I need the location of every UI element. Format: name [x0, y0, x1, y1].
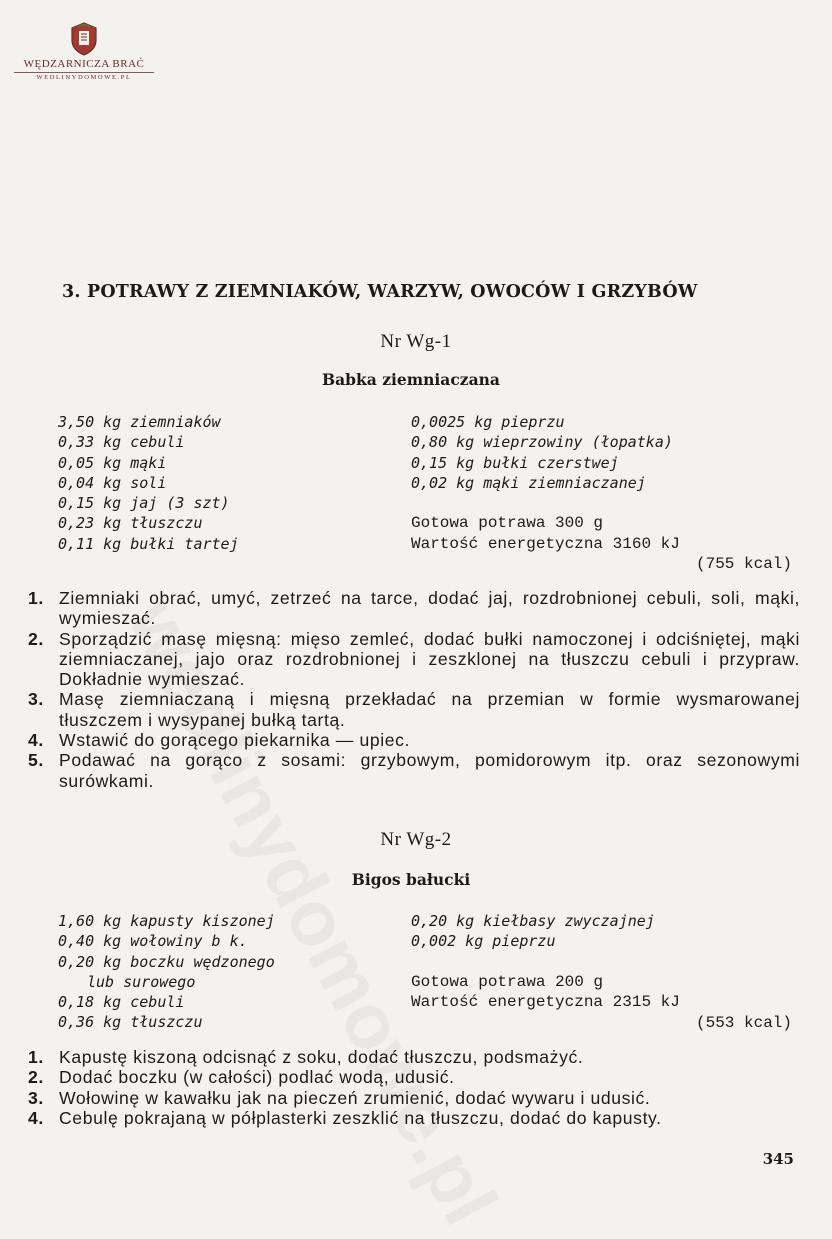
step-number: 4. — [28, 1107, 44, 1128]
step — [28, 629, 800, 690]
step — [28, 1088, 800, 1108]
step-text: Masę ziemniaczaną i mięsną przekładać na przemian w formie wysmarowanej tłuszczem i wysypanej bułką tartą. — [59, 689, 800, 730]
ingredients-right — [411, 412, 673, 493]
ingredient: lub surowego — [87, 972, 196, 991]
step-text: Dodać boczku (w całości) podlać wodą, udusić. — [59, 1067, 455, 1088]
step-number: 3. — [28, 689, 44, 710]
ingredient: 0,02 kg mąki ziemniaczanej — [411, 473, 646, 492]
chapter-title: 3. POTRAWY Z ZIEMNIAKÓW, WARZYW, OWOCÓW I GRZYBÓW — [62, 282, 698, 302]
ingredient: 0,11 kg bułki tartej — [58, 534, 239, 553]
ingredient: 3,50 kg ziemniaków — [58, 413, 221, 431]
ingredients-left — [58, 412, 239, 554]
step-text: Ziemniaki obrać, umyć, zetrzeć na tarce, dodać jaj, rozdrobnionej cebuli, soli, mąki, wymieszać. — [59, 588, 800, 629]
step-text: Sporządzić masę mięsną: mięso zemleć, dodać bułki namoczonej i odciśniętej, mąki ziemniaczanej, jajo oraz rozdrobnionej i zeszklonej na tłuszczu cebuli i przypraw. Dokładnie wymieszać. — [59, 628, 800, 690]
recipe-number: Nr Wg-1 — [380, 331, 452, 352]
logo-url: WEDLINYDOMOWE.PL — [36, 74, 132, 81]
ingredient: 0,36 kg tłuszczu — [58, 1013, 203, 1032]
step-number: 2. — [28, 1067, 44, 1088]
logo-divider — [14, 72, 154, 73]
step-number: 1. — [28, 1047, 44, 1067]
ingredient: 0,15 kg jaj (3 szt) — [58, 494, 230, 513]
crest-icon — [69, 22, 99, 56]
step-text: Wstawić do gorącego piekarnika — upiec. — [59, 730, 410, 751]
step-number: 4. — [28, 730, 44, 751]
ingredient: 0,15 kg bułki czerstwej — [411, 453, 619, 472]
recipe-title: Bigos bałucki — [351, 870, 471, 889]
step-text: Wołowinę w kawałku jak na pieczeń zrumienić, dodać wywaru i udusić. — [59, 1087, 651, 1108]
step — [28, 1108, 800, 1128]
recipe-number: Nr Wg-2 — [380, 829, 452, 850]
logo-name: WĘDZARNICZA BRAĆ — [23, 58, 145, 70]
step — [28, 588, 800, 629]
step — [28, 730, 800, 750]
preparation-steps — [28, 1047, 800, 1128]
energy-value: Wartość energetyczna 3160 kJ — [411, 535, 680, 553]
step-text: Podawać na gorąco z sosami: grzybowym, pomidorowym itp. oraz sezonowymi surówkami. — [59, 750, 800, 791]
ingredient: 1,60 kg kapusty kiszonej — [58, 912, 275, 930]
step-number: 2. — [28, 628, 44, 649]
ingredient: 0,002 kg pieprzu — [411, 932, 556, 951]
portion-size: Gotowa potrawa 300 g — [411, 514, 604, 532]
step-number: 3. — [28, 1087, 44, 1108]
kcal-value: (553 kcal) — [695, 1014, 792, 1032]
energy-value: Wartość energetyczna 2315 kJ — [411, 993, 680, 1011]
ingredient: 0,40 kg wołowiny b k. — [58, 932, 248, 951]
step — [28, 689, 800, 730]
preparation-steps — [28, 588, 800, 791]
ingredient: 0,33 kg cebuli — [58, 433, 185, 452]
page-number: 345 — [762, 1150, 794, 1168]
step-text: Cebulę pokrajaną w półplasterki zeszklić na tłuszczu, dodać do kapusty. — [59, 1107, 662, 1128]
step — [28, 1047, 800, 1067]
ingredients-left — [58, 911, 275, 1033]
recipe-title: Babka ziemniaczana — [322, 370, 500, 389]
ingredient: 0,18 kg cebuli — [58, 993, 185, 1012]
ingredient: 0,20 kg kiełbasy zwyczajnej — [411, 912, 655, 930]
ingredients-right — [411, 911, 655, 952]
step — [28, 1067, 800, 1087]
ingredient: 0,80 kg wieprzowiny (łopatka) — [411, 433, 673, 452]
logo — [14, 22, 154, 81]
step — [28, 750, 800, 791]
ingredient: 0,0025 kg pieprzu — [411, 413, 565, 431]
kcal-value: (755 kcal) — [695, 555, 792, 573]
step-number: 5. — [28, 750, 44, 771]
step-number: 1. — [28, 588, 44, 608]
ingredient: 0,20 kg boczku wędzonego — [58, 952, 275, 971]
ingredient: 0,05 kg mąki — [58, 453, 167, 472]
ingredient: 0,23 kg tłuszczu — [58, 514, 203, 533]
step-text: Kapustę kiszoną odcisnąć z soku, dodać tłuszczu, podsmażyć. — [59, 1047, 584, 1067]
ingredient: 0,04 kg soli — [58, 473, 167, 492]
portion-size: Gotowa potrawa 200 g — [411, 973, 604, 991]
